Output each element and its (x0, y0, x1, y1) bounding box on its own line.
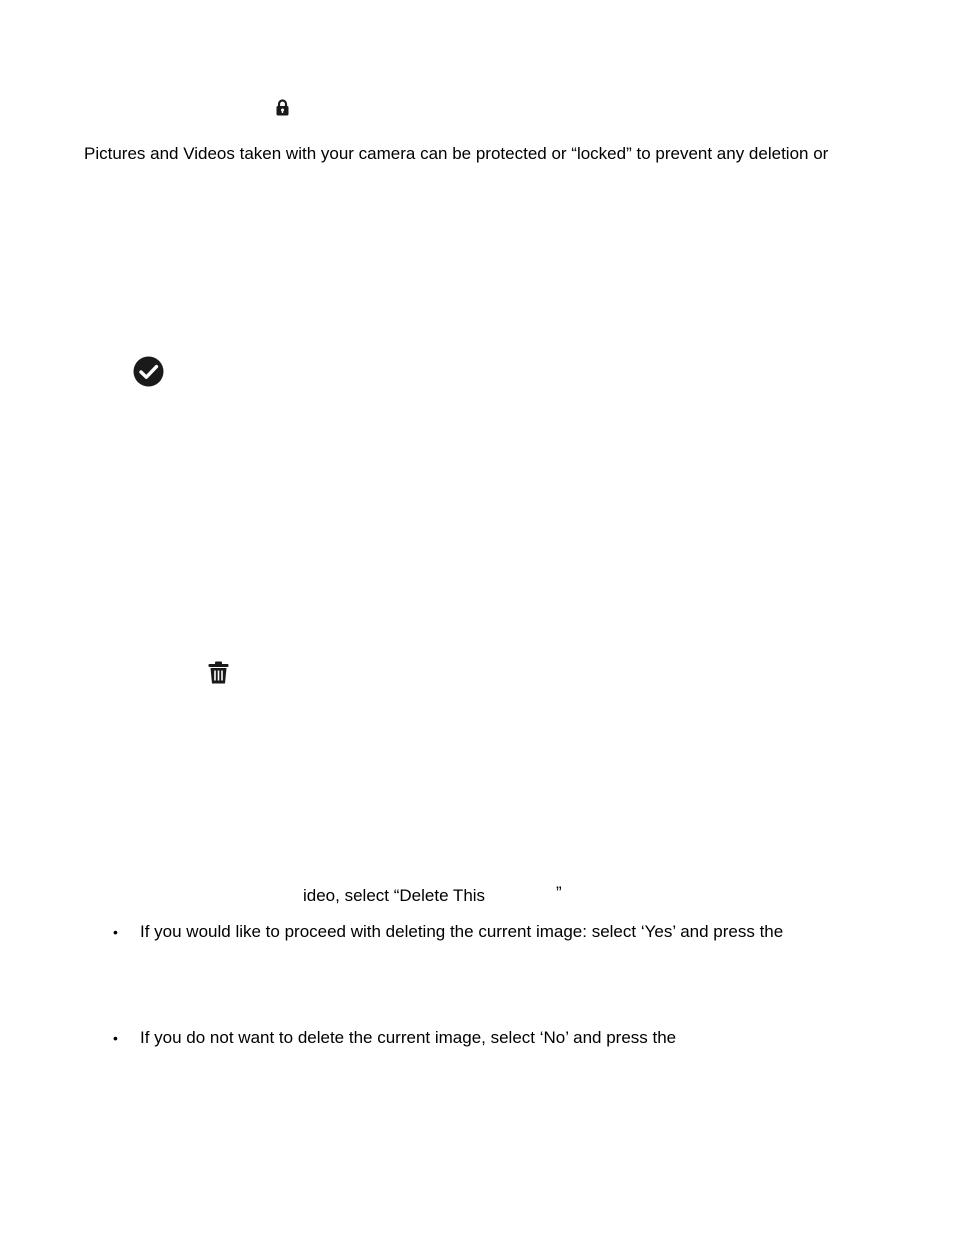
protect-intro-text: Pictures and Videos taken with your camera can be protected or “locked” to prevent any deletion or (84, 144, 829, 163)
checkmark-circle-icon (133, 356, 164, 387)
bullet-text-no: If you do not want to delete the current image, select ‘No’ and press the (140, 1028, 677, 1047)
lock-icon (276, 99, 289, 116)
bullet-marker: • (113, 924, 118, 940)
bullet-marker: • (113, 1030, 118, 1046)
trash-icon (208, 661, 229, 684)
bullet-text-yes: If you would like to proceed with deleting the current image: select ‘Yes’ and press the (140, 922, 784, 941)
delete-instruction-close-quote: ” (556, 883, 562, 902)
delete-instruction-text: ideo, select “Delete This (303, 886, 486, 905)
